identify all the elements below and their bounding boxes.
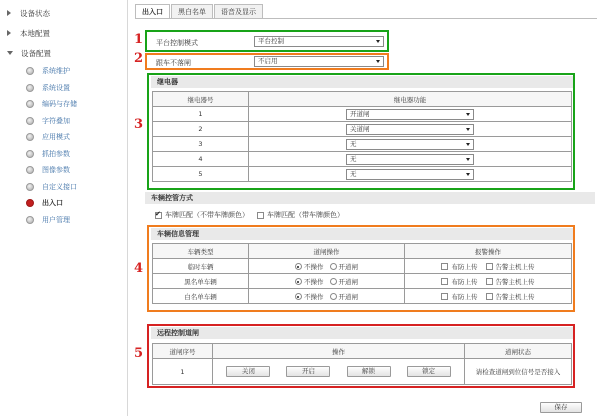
relay-func-cell: [249, 137, 572, 152]
sidebar-item-label: 用户管理: [42, 215, 70, 224]
sidebar-item-label: 应用模式: [42, 133, 70, 142]
main-panel: [135, 0, 597, 416]
alarm-upload-checkbox[interactable]: [486, 293, 493, 300]
follow-select[interactable]: [254, 56, 384, 67]
sidebar-item-label: 编码与存储: [42, 100, 77, 109]
sidebar-item-encoding[interactable]: [0, 96, 127, 113]
nav-label: 设备状态: [20, 8, 50, 18]
arm-upload-checkbox[interactable]: [441, 293, 448, 300]
open-gate-label: 开道闸: [338, 292, 359, 301]
table-row: [153, 274, 572, 289]
relay-func-select[interactable]: [346, 169, 474, 180]
relay-func-value: 无: [350, 154, 357, 163]
vehicle-col-type: 车辆类型: [153, 244, 249, 259]
tab-voice-display[interactable]: 语音及显示: [214, 4, 263, 19]
alarm-op-cell: [405, 289, 572, 304]
follow-value: 不启用: [258, 57, 278, 65]
no-op-radio[interactable]: [295, 293, 302, 300]
no-op-label: 不操作: [303, 292, 324, 301]
close-gate-button[interactable]: 关闭: [226, 366, 270, 377]
nav-device-status[interactable]: [0, 3, 127, 23]
sidebar-item-image[interactable]: [0, 162, 127, 179]
vehicle-type: 临时车辆: [153, 259, 249, 274]
remote-col-no: 道闸序号: [153, 344, 213, 359]
relay-func-value: 无: [350, 139, 357, 148]
relay-func-cell: [249, 152, 572, 167]
annotation-number-2: 2: [134, 51, 144, 66]
gate-op-cell: [249, 274, 405, 289]
relay-no: 2: [153, 122, 249, 137]
tab-blacklist[interactable]: 黑白名单: [171, 4, 213, 19]
platform-mode-value: 平台控制: [258, 37, 284, 45]
collapse-arrow-icon: [7, 51, 13, 55]
sidebar-item-label: 字符叠加: [42, 116, 70, 125]
arm-upload-checkbox[interactable]: [441, 278, 448, 285]
vehicle-col-gate: 道闸操作: [249, 244, 405, 259]
tab-divider: [135, 18, 597, 19]
unlock-gate-button[interactable]: 解锁: [347, 366, 391, 377]
gate-mode-options: [155, 210, 344, 220]
relay-no: 3: [153, 137, 249, 152]
alarm-op-cell: [405, 274, 572, 289]
vehicle-type: 黑名单车辆: [153, 274, 249, 289]
save-button[interactable]: 保存: [540, 402, 582, 413]
sidebar-item-system-maintain[interactable]: [0, 63, 127, 80]
sidebar-item-entrance[interactable]: [0, 195, 127, 212]
sidebar-item-label: 出入口: [42, 199, 63, 208]
arm-upload-label: 布防上传: [451, 262, 478, 271]
bullet-icon: [26, 199, 34, 207]
follow-label: [156, 58, 191, 68]
remote-section-header: [151, 327, 573, 339]
gate-op-cell: [249, 259, 405, 274]
bullet-icon: [26, 100, 34, 108]
table-row: [153, 167, 572, 182]
annotation-number-5: 5: [134, 346, 144, 361]
remote-col-op: 操作: [213, 344, 465, 359]
annotation-number-3: 3: [134, 117, 144, 132]
sidebar-item-capture[interactable]: [0, 146, 127, 163]
relay-func-value: 无: [350, 169, 357, 178]
bullet-icon: [26, 84, 34, 92]
remote-title: 远程控制道闸: [157, 329, 199, 337]
bullet-icon: [26, 117, 34, 125]
gate-op-cell: [249, 289, 405, 304]
arm-upload-label: 布防上传: [451, 292, 478, 301]
nav-device-config[interactable]: [0, 43, 127, 63]
arm-upload-checkbox[interactable]: [441, 263, 448, 270]
platform-mode-text: 平台控制模式: [156, 39, 198, 47]
sidebar-item-app-mode[interactable]: [0, 129, 127, 146]
plate-no-color-label: 车牌匹配（不带车牌颜色）: [165, 211, 249, 219]
relay-col-func: 继电器功能: [249, 92, 572, 107]
relay-no: 5: [153, 167, 249, 182]
relay-func-select[interactable]: [346, 109, 474, 120]
table-row: [153, 289, 572, 304]
no-op-radio[interactable]: [295, 263, 302, 270]
sidebar-item-user-mgmt[interactable]: [0, 212, 127, 229]
relay-no: 4: [153, 152, 249, 167]
relay-func-select[interactable]: [346, 154, 474, 165]
nav-label: 本地配置: [20, 28, 50, 38]
vehicle-section-header: [151, 228, 573, 240]
table-row: [153, 152, 572, 167]
remote-ops-cell: [213, 359, 465, 385]
sidebar-item-label: 图像参数: [42, 166, 70, 175]
open-gate-label: 开道闸: [338, 262, 359, 271]
platform-mode-select[interactable]: [254, 36, 384, 47]
relay-func-cell: [249, 107, 572, 122]
nav-local-config[interactable]: [0, 23, 127, 43]
sidebar-item-label: 系统设置: [42, 83, 70, 92]
sidebar-item-label: 自定义接口: [42, 182, 77, 191]
alarm-upload-label: 告警主机上传: [495, 262, 535, 271]
gate-mode-header: [145, 192, 595, 204]
relay-func-value: 关道闸: [350, 124, 370, 133]
vehicle-col-alarm: 报警操作: [405, 244, 572, 259]
plate-no-color-checkbox[interactable]: [155, 212, 162, 219]
gate-mode-title: 车辆控管方式: [151, 194, 193, 202]
sidebar-item-osd[interactable]: [0, 113, 127, 130]
annotation-number-4: 4: [134, 261, 144, 276]
sidebar-item-label: 系统维护: [42, 67, 70, 76]
relay-func-select[interactable]: [346, 124, 474, 135]
vehicle-type: 白名单车辆: [153, 289, 249, 304]
sidebar: [0, 0, 128, 416]
expand-arrow-icon: [7, 30, 11, 36]
alarm-upload-label: 告警主机上传: [495, 277, 535, 286]
alarm-op-cell: [405, 259, 572, 274]
tab-bar: [135, 4, 264, 19]
table-row: [153, 122, 572, 137]
open-gate-radio[interactable]: [330, 263, 337, 270]
lock-gate-button[interactable]: 锁定: [407, 366, 451, 377]
bullet-icon: [26, 183, 34, 191]
annotation-number-1: 1: [134, 32, 144, 47]
relay-func-cell: [249, 122, 572, 137]
open-gate-radio[interactable]: [330, 278, 337, 285]
open-gate-radio[interactable]: [330, 293, 337, 300]
arm-upload-label: 布防上传: [451, 277, 478, 286]
sidebar-item-custom-interface[interactable]: [0, 179, 127, 196]
follow-text: 跟车不落闸: [156, 59, 191, 67]
table-row: [153, 107, 572, 122]
relay-func-cell: [249, 167, 572, 182]
sidebar-item-label: 抓拍参数: [42, 149, 70, 158]
open-gate-label: 开道闸: [338, 277, 359, 286]
sidebar-item-system-settings[interactable]: [0, 80, 127, 97]
relay-col-no: 继电器号: [153, 92, 249, 107]
no-op-label: 不操作: [303, 262, 324, 271]
table-row: [153, 259, 572, 274]
bullet-icon: [26, 150, 34, 158]
relay-table: [152, 91, 572, 182]
vehicle-title: 车辆信息管理: [157, 230, 199, 238]
open-gate-button[interactable]: 开启: [286, 366, 330, 377]
bullet-icon: [26, 133, 34, 141]
no-op-label: 不操作: [303, 277, 324, 286]
no-op-radio[interactable]: [295, 278, 302, 285]
bullet-icon: [26, 216, 34, 224]
alarm-upload-checkbox[interactable]: [486, 263, 493, 270]
remote-table: [152, 343, 572, 385]
tab-entrance[interactable]: 出入口: [135, 4, 170, 19]
vehicle-table: [152, 243, 572, 304]
relay-title: 继电器: [157, 78, 178, 86]
expand-arrow-icon: [7, 10, 11, 16]
relay-section-header: [151, 76, 573, 88]
table-row: [153, 359, 572, 385]
alarm-upload-checkbox[interactable]: [486, 278, 493, 285]
plate-with-color-checkbox[interactable]: [257, 212, 264, 219]
remote-col-status: 道闸状态: [465, 344, 572, 359]
relay-no: 1: [153, 107, 249, 122]
table-row: [153, 137, 572, 152]
nav-label: 设备配置: [21, 48, 51, 58]
relay-func-value: 开道闸: [350, 109, 370, 118]
relay-func-select[interactable]: [346, 139, 474, 150]
plate-with-color-label: 车牌匹配（带车牌颜色）: [267, 211, 344, 219]
bullet-icon: [26, 67, 34, 75]
remote-no: 1: [153, 359, 213, 385]
remote-status: 请检查道闸到位信号是否接入: [465, 359, 572, 385]
platform-mode-label: [156, 38, 198, 48]
bullet-icon: [26, 166, 34, 174]
alarm-upload-label: 告警主机上传: [495, 292, 535, 301]
